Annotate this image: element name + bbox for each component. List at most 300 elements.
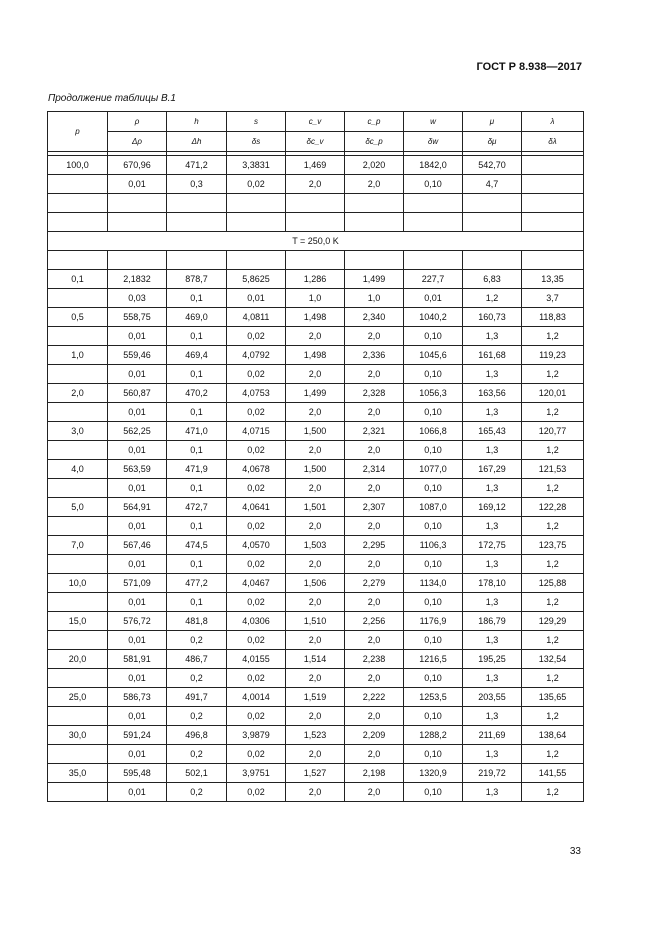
empty-cell [404,251,463,270]
value-cell: 2,238 [345,650,404,669]
empty-cell [167,213,227,232]
value-cell: 4,0014 [227,688,286,707]
uncertainty-cell: 0,02 [227,517,286,536]
empty-cell [48,289,108,308]
empty-cell [345,251,404,270]
uncertainty-cell: 0,1 [167,289,227,308]
table-row [48,270,584,289]
value-cell: 471,9 [167,460,227,479]
table-row-uncertainty [48,555,584,574]
table-row [48,156,584,175]
uncertainty-cell: 0,02 [227,669,286,688]
value-cell: 1176,9 [404,612,463,631]
uncertainty-cell: 1,3 [463,669,522,688]
value-cell: 595,48 [108,764,167,783]
value-cell: 4,0678 [227,460,286,479]
empty-cell [167,251,227,270]
pressure-cell: 10,0 [48,574,108,593]
uncertainty-cell: 1,3 [463,517,522,536]
value-cell: 2,307 [345,498,404,517]
table-row-uncertainty [48,669,584,688]
uncertainty-cell: 1,2 [463,289,522,308]
uncertainty-cell: 1,2 [522,441,584,460]
uncertainty-cell: 0,10 [404,783,463,802]
value-cell: 2,020 [345,156,404,175]
uncertainty-cell: 0,01 [108,441,167,460]
temperature-label: T = 250,0 K [48,232,584,251]
uncertainty-cell: 0,2 [167,745,227,764]
uncertainty-cell: 0,3 [167,175,227,194]
column-header-uncertainty: δc_p [345,132,404,152]
uncertainty-cell: 2,0 [286,745,345,764]
uncertainty-cell: 0,01 [108,175,167,194]
data-table [47,111,584,802]
value-cell: 132,54 [522,650,584,669]
value-cell: 160,73 [463,308,522,327]
empty-cell [286,251,345,270]
value-cell: 138,64 [522,726,584,745]
value-cell: 125,88 [522,574,584,593]
value-cell: 491,7 [167,688,227,707]
uncertainty-cell: 0,01 [108,517,167,536]
uncertainty-cell: 1,3 [463,479,522,498]
value-cell: 5,8625 [227,270,286,289]
value-cell: 496,8 [167,726,227,745]
table-row-uncertainty [48,175,584,194]
value-cell: 1106,3 [404,536,463,555]
column-header: c_v [286,112,345,132]
uncertainty-cell: 0,10 [404,707,463,726]
uncertainty-cell: 1,2 [522,327,584,346]
value-cell: 469,4 [167,346,227,365]
uncertainty-cell: 0,10 [404,365,463,384]
empty-cell [48,593,108,612]
table-row [48,384,584,403]
uncertainty-cell: 1,0 [345,289,404,308]
pressure-cell: 15,0 [48,612,108,631]
value-cell: 560,87 [108,384,167,403]
column-header: ρ [108,112,167,132]
value-cell: 13,35 [522,270,584,289]
value-cell: 6,83 [463,270,522,289]
value-cell: 186,79 [463,612,522,631]
value-cell: 1,523 [286,726,345,745]
uncertainty-cell: 1,3 [463,327,522,346]
empty-cell [286,213,345,232]
uncertainty-cell: 1,3 [463,555,522,574]
uncertainty-cell: 2,0 [286,555,345,574]
value-cell: 1,506 [286,574,345,593]
empty-cell [227,213,286,232]
table-row-uncertainty [48,327,584,346]
value-cell: 1842,0 [404,156,463,175]
table-row [48,650,584,669]
uncertainty-cell: 1,3 [463,441,522,460]
uncertainty-cell: 2,0 [286,403,345,422]
value-cell: 3,9751 [227,764,286,783]
uncertainty-cell: 1,2 [522,479,584,498]
value-cell: 169,12 [463,498,522,517]
value-cell: 471,0 [167,422,227,441]
page-number: 33 [569,846,581,857]
uncertainty-cell: 0,1 [167,365,227,384]
uncertainty-cell: 1,2 [522,517,584,536]
table-row [48,460,584,479]
table-row-uncertainty [48,479,584,498]
empty-cell [48,175,108,194]
empty-cell [522,251,584,270]
value-cell: 474,5 [167,536,227,555]
table-row-uncertainty [48,441,584,460]
value-cell: 1253,5 [404,688,463,707]
empty-cell [108,251,167,270]
uncertainty-cell: 0,10 [404,517,463,536]
uncertainty-cell: 0,01 [108,403,167,422]
value-cell: 219,72 [463,764,522,783]
uncertainty-cell: 0,01 [108,593,167,612]
value-cell: 477,2 [167,574,227,593]
column-header: h [167,112,227,132]
empty-cell [48,669,108,688]
uncertainty-cell: 0,02 [227,745,286,764]
value-cell: 591,24 [108,726,167,745]
uncertainty-cell: 0,10 [404,745,463,764]
table-row [48,726,584,745]
empty-row [48,194,584,213]
uncertainty-cell: 0,10 [404,175,463,194]
value-cell: 1,514 [286,650,345,669]
value-cell: 120,01 [522,384,584,403]
table-caption: Продолжение таблицы В.1 [48,93,176,104]
uncertainty-cell: 1,2 [522,783,584,802]
uncertainty-cell: 0,2 [167,631,227,650]
empty-row [48,213,584,232]
value-cell: 1,501 [286,498,345,517]
uncertainty-cell: 0,01 [108,555,167,574]
empty-cell [227,251,286,270]
empty-cell [48,707,108,726]
value-cell: 1,500 [286,422,345,441]
uncertainty-cell: 0,02 [227,365,286,384]
value-cell: 576,72 [108,612,167,631]
value-cell: 4,0753 [227,384,286,403]
value-cell: 2,328 [345,384,404,403]
uncertainty-cell: 2,0 [286,593,345,612]
empty-cell [286,194,345,213]
value-cell: 1320,9 [404,764,463,783]
uncertainty-cell: 0,2 [167,707,227,726]
uncertainty-cell: 0,10 [404,403,463,422]
value-cell: 1087,0 [404,498,463,517]
uncertainty-cell: 2,0 [286,707,345,726]
empty-cell [48,783,108,802]
pressure-cell: 35,0 [48,764,108,783]
pressure-cell: 0,1 [48,270,108,289]
value-cell: 559,46 [108,346,167,365]
temperature-row [48,232,584,251]
uncertainty-cell: 0,10 [404,593,463,612]
value-cell: 481,8 [167,612,227,631]
pressure-cell: 5,0 [48,498,108,517]
empty-cell [48,365,108,384]
value-cell: 203,55 [463,688,522,707]
uncertainty-cell: 2,0 [286,365,345,384]
empty-cell [522,213,584,232]
value-cell: 172,75 [463,536,522,555]
value-cell: 3,3831 [227,156,286,175]
empty-row [48,251,584,270]
table-row [48,574,584,593]
uncertainty-cell: 2,0 [345,327,404,346]
value-cell: 1216,5 [404,650,463,669]
uncertainty-cell: 0,2 [167,669,227,688]
uncertainty-cell: 2,0 [286,327,345,346]
uncertainty-cell: 4,7 [463,175,522,194]
table-row-uncertainty [48,365,584,384]
column-header: λ [522,112,584,132]
value-cell: 581,91 [108,650,167,669]
value-cell: 3,9879 [227,726,286,745]
empty-cell [345,213,404,232]
value-cell: 122,28 [522,498,584,517]
empty-cell [48,631,108,650]
document-header: ГОСТ Р 8.938—2017 [476,61,582,73]
uncertainty-cell: 2,0 [345,403,404,422]
value-cell: 118,83 [522,308,584,327]
value-cell: 161,68 [463,346,522,365]
value-cell: 1,499 [345,270,404,289]
header-row-top [48,112,584,132]
table-row-uncertainty [48,517,584,536]
pressure-cell: 100,0 [48,156,108,175]
pressure-cell: 3,0 [48,422,108,441]
value-cell: 165,43 [463,422,522,441]
uncertainty-cell: 2,0 [345,517,404,536]
pressure-cell: 0,5 [48,308,108,327]
empty-cell [48,745,108,764]
table-row [48,764,584,783]
empty-cell [48,251,108,270]
value-cell: 469,0 [167,308,227,327]
value-cell: 586,73 [108,688,167,707]
column-header: μ [463,112,522,132]
empty-cell [463,251,522,270]
value-cell: 1,510 [286,612,345,631]
value-cell: 1,500 [286,460,345,479]
value-cell: 1040,2 [404,308,463,327]
pressure-cell: 4,0 [48,460,108,479]
value-cell: 129,29 [522,612,584,631]
value-cell: 2,314 [345,460,404,479]
uncertainty-cell: 1,2 [522,403,584,422]
uncertainty-cell: 0,01 [108,783,167,802]
uncertainty-cell: 0,01 [108,745,167,764]
value-cell: 1077,0 [404,460,463,479]
uncertainty-cell: 0,01 [404,289,463,308]
value-cell: 4,0715 [227,422,286,441]
table-row [48,536,584,555]
uncertainty-cell: 2,0 [286,441,345,460]
value-cell: 1,527 [286,764,345,783]
table-row [48,612,584,631]
table-row-uncertainty [48,707,584,726]
uncertainty-cell: 2,0 [286,669,345,688]
empty-cell [404,194,463,213]
uncertainty-cell: 1,3 [463,783,522,802]
table-row-uncertainty [48,745,584,764]
value-cell: 4,0467 [227,574,286,593]
table-row-uncertainty [48,783,584,802]
value-cell: 4,0641 [227,498,286,517]
uncertainty-cell: 2,0 [286,175,345,194]
uncertainty-cell: 1,3 [463,365,522,384]
uncertainty-cell: 2,0 [345,669,404,688]
value-cell: 2,198 [345,764,404,783]
value-cell: 1288,2 [404,726,463,745]
uncertainty-cell: 0,10 [404,631,463,650]
uncertainty-cell: 1,2 [522,365,584,384]
uncertainty-cell: 2,0 [345,707,404,726]
uncertainty-cell: 0,10 [404,669,463,688]
value-cell: 4,0570 [227,536,286,555]
value-cell: 178,10 [463,574,522,593]
pressure-cell: 25,0 [48,688,108,707]
uncertainty-cell: 0,02 [227,403,286,422]
column-header-uncertainty: δs [227,132,286,152]
uncertainty-cell: 3,7 [522,289,584,308]
empty-cell [48,555,108,574]
value-cell: 141,55 [522,764,584,783]
uncertainty-cell: 0,01 [108,365,167,384]
empty-cell [48,441,108,460]
uncertainty-cell: 1,3 [463,403,522,422]
value-cell: 2,209 [345,726,404,745]
value-cell: 1,469 [286,156,345,175]
value-cell: 564,91 [108,498,167,517]
value-cell: 571,09 [108,574,167,593]
empty-cell [227,194,286,213]
value-cell: 472,7 [167,498,227,517]
value-cell: 562,25 [108,422,167,441]
value-cell: 2,256 [345,612,404,631]
uncertainty-cell: 0,03 [108,289,167,308]
uncertainty-cell: 1,2 [522,707,584,726]
pressure-cell: 1,0 [48,346,108,365]
value-cell: 1,498 [286,346,345,365]
column-header-p: p [48,112,108,152]
value-cell: 163,56 [463,384,522,403]
uncertainty-cell: 1,2 [522,745,584,764]
uncertainty-cell: 0,02 [227,327,286,346]
empty-cell [345,194,404,213]
empty-cell [48,517,108,536]
uncertainty-cell: 0,01 [108,631,167,650]
column-header-uncertainty: δc_v [286,132,345,152]
value-cell: 135,65 [522,688,584,707]
uncertainty-cell: 1,2 [522,555,584,574]
uncertainty-cell: 2,0 [286,631,345,650]
uncertainty-cell: 1,3 [463,707,522,726]
uncertainty-cell: 0,1 [167,327,227,346]
uncertainty-cell: 0,02 [227,593,286,612]
empty-cell [463,194,522,213]
uncertainty-cell: 0,02 [227,783,286,802]
uncertainty-cell: 0,01 [108,669,167,688]
uncertainty-cell: 2,0 [345,593,404,612]
uncertainty-cell: 0,10 [404,327,463,346]
column-header: w [404,112,463,132]
table-row [48,688,584,707]
table-row [48,346,584,365]
value-cell: 4,0811 [227,308,286,327]
uncertainty-cell: 0,02 [227,631,286,650]
uncertainty-cell: 0,02 [227,175,286,194]
table-row-uncertainty [48,289,584,308]
value-cell: 502,1 [167,764,227,783]
value-cell: 211,69 [463,726,522,745]
table-body [48,112,584,802]
uncertainty-cell: 1,0 [286,289,345,308]
uncertainty-cell: 2,0 [345,479,404,498]
empty-cell [404,213,463,232]
value-cell: 4,0155 [227,650,286,669]
value-cell: 563,59 [108,460,167,479]
uncertainty-cell: 2,0 [345,441,404,460]
empty-cell [48,403,108,422]
value-cell: 4,0792 [227,346,286,365]
table-row [48,308,584,327]
uncertainty-cell: 2,0 [345,175,404,194]
uncertainty-cell: 0,1 [167,517,227,536]
value-cell [522,156,584,175]
value-cell: 1,286 [286,270,345,289]
value-cell: 2,321 [345,422,404,441]
column-header-uncertainty: δμ [463,132,522,152]
uncertainty-cell: 0,10 [404,555,463,574]
uncertainty-cell: 0,02 [227,555,286,574]
empty-cell [108,213,167,232]
value-cell: 471,2 [167,156,227,175]
uncertainty-cell: 0,2 [167,783,227,802]
value-cell: 1,498 [286,308,345,327]
value-cell: 670,96 [108,156,167,175]
empty-cell [108,194,167,213]
uncertainty-cell: 2,0 [286,783,345,802]
value-cell: 878,7 [167,270,227,289]
pressure-cell: 2,0 [48,384,108,403]
value-cell: 2,340 [345,308,404,327]
uncertainty-cell: 1,2 [522,631,584,650]
uncertainty-cell: 0,1 [167,555,227,574]
value-cell: 1045,6 [404,346,463,365]
value-cell: 195,25 [463,650,522,669]
uncertainty-cell: 0,01 [108,327,167,346]
value-cell: 567,46 [108,536,167,555]
value-cell: 1,503 [286,536,345,555]
value-cell: 1,499 [286,384,345,403]
table-row-uncertainty [48,403,584,422]
table-row-uncertainty [48,593,584,612]
uncertainty-cell: 1,3 [463,593,522,612]
uncertainty-cell: 0,10 [404,441,463,460]
uncertainty-cell: 2,0 [345,365,404,384]
value-cell: 2,222 [345,688,404,707]
value-cell: 2,279 [345,574,404,593]
uncertainty-cell: 0,1 [167,479,227,498]
uncertainty-cell: 0,01 [227,289,286,308]
value-cell: 470,2 [167,384,227,403]
uncertainty-cell: 0,02 [227,707,286,726]
